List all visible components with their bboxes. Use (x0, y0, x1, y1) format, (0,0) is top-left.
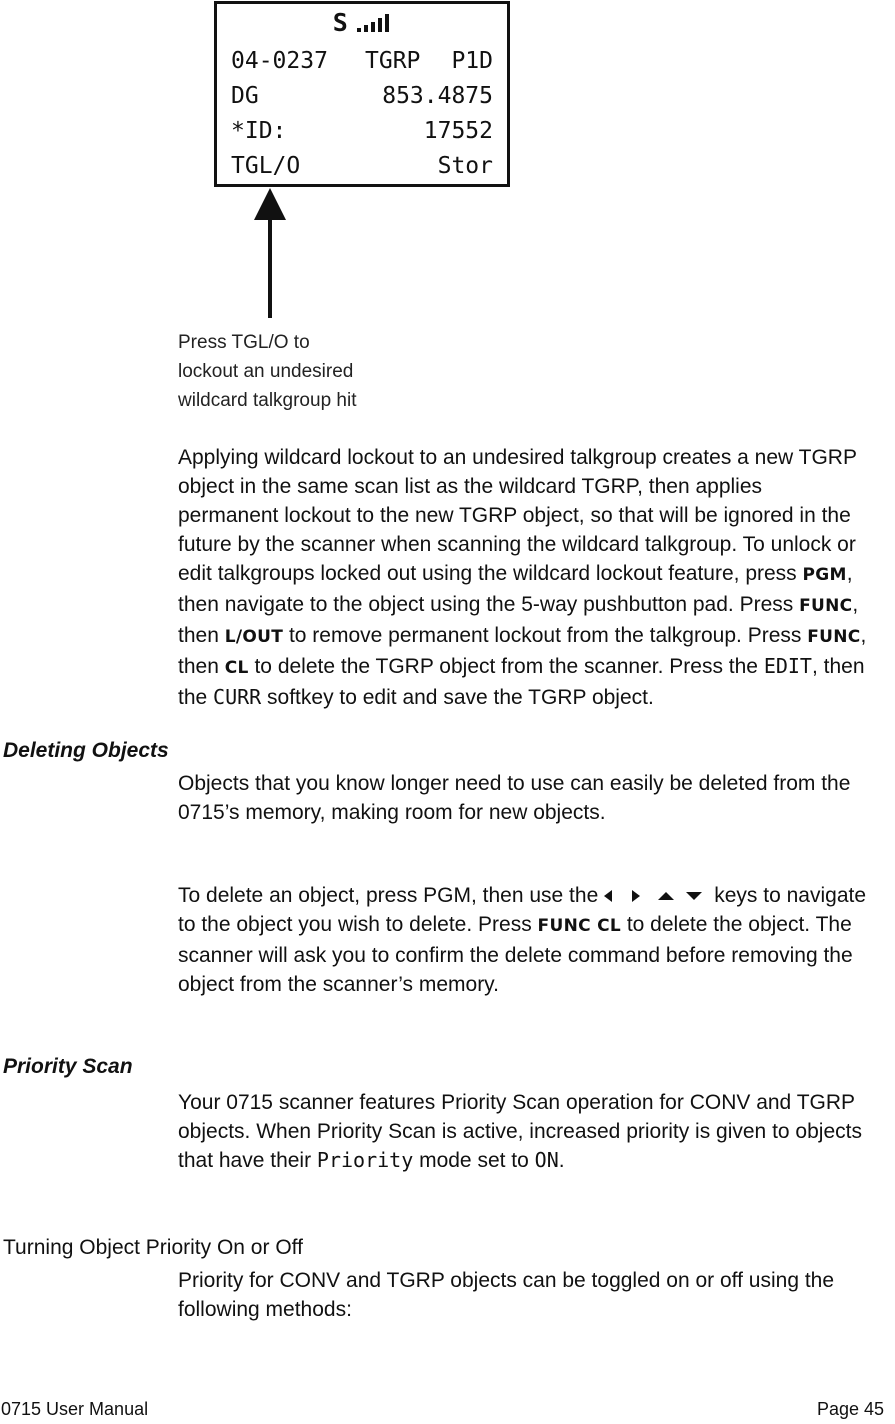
footer-manual-title: 0715 User Manual (1, 1399, 149, 1419)
callout-caption (178, 328, 418, 415)
lcd-priority-flag: P1D (451, 48, 493, 74)
softkey-on: ON (534, 1148, 559, 1172)
key-func: FUNC (799, 596, 853, 616)
callout-line: Press TGL/O to (178, 332, 310, 353)
footer-page-number: Page 45 (816, 1399, 884, 1419)
deleting-paragraph-2 (178, 881, 878, 999)
text-run: , then (178, 593, 859, 647)
text-run: To delete an object, press PGM, then use the (178, 884, 599, 907)
text-run: , then navigate to the object using the 5-way pushbutton pad. Press (178, 562, 853, 616)
nav-right-icon (632, 890, 640, 902)
softkey-priority: Priority (316, 1148, 414, 1172)
key-func: FUNC (807, 627, 861, 647)
lcd-line-4 (231, 151, 493, 181)
deleting-paragraph-1: Objects that you know longer need to use can easily be deleted from the 0715’s memory, making room for new objects. (178, 772, 851, 824)
wildcard-lockout-paragraph (178, 443, 868, 712)
softkey-curr: CURR (213, 685, 262, 709)
priority-paragraph (178, 1088, 892, 1175)
text-run: to delete the TGRP object from the scanner. Press the (248, 655, 764, 678)
nav-left-icon (604, 890, 612, 902)
navigation-keys-icon (602, 888, 710, 904)
text-run: . (558, 1149, 565, 1172)
key-pgm: PGM (802, 565, 847, 585)
text-run: Your 0715 scanner features Priority Scan operation for CONV and TGRP objects. When Priority Scan is active, increased priority is given to objects that have their (178, 1091, 862, 1172)
text-run: , then (178, 624, 867, 678)
key-lout: L/OUT (224, 627, 284, 647)
lcd-line-2 (231, 81, 493, 111)
signal-strength-icon (357, 14, 391, 32)
text-run: , then the (178, 655, 865, 709)
lcd-frequency: 853.4875 (382, 83, 493, 109)
nav-down-icon (686, 892, 702, 900)
lcd-object-number: 04-0237 (231, 48, 328, 74)
callout-line: wildcard talkgroup hit (178, 390, 357, 411)
callout-line: lockout an undesired (178, 361, 354, 382)
text-run: mode set to (413, 1149, 535, 1172)
text-run: softkey to edit and save the TGRP object. (261, 686, 654, 709)
turning-priority-paragraph: Priority for CONV and TGRP objects can be toggled on or off using the following methods: (178, 1269, 835, 1321)
section-heading-priority: Priority Scan (3, 1055, 133, 1078)
lcd-object-type: TGRP (365, 48, 421, 74)
lcd-line-3 (231, 116, 493, 146)
lcd-id-value: 17552 (423, 118, 493, 144)
text-run: to remove permanent lockout from the talkgroup. Press (283, 624, 808, 647)
lcd-softkey-stor: Stor (437, 153, 493, 179)
lcd-mode: DG (231, 83, 259, 109)
lcd-line-1 (231, 46, 493, 76)
arrow-up-icon (250, 186, 290, 320)
lcd-id-label: *ID: (231, 118, 287, 144)
lcd-status-row (217, 8, 507, 38)
section-heading-deleting: Deleting Objects (3, 739, 169, 762)
softkey-edit: EDIT (763, 654, 812, 678)
text-run: Applying wildcard lockout to an undesired talkgroup creates a new TGRP object in the same scan list as the wildcard TGRP, then applies permanent lockout to the new TGRP object, so that will be ignored in the future by the scanner when scanning the wildcard talkgroup. To unlock or edit talkgroups locked out using the wildcard lockout feature, press (178, 446, 857, 585)
key-func-cl: FUNC CL (537, 916, 621, 936)
nav-up-icon (658, 892, 674, 900)
subheading-turning-priority: Turning Object Priority On or Off (3, 1236, 303, 1259)
text-run: keys to navigate to the object you wish to delete. Press (178, 884, 867, 936)
lcd-display (214, 1, 510, 187)
lcd-softkey-tglo: TGL/O (231, 153, 301, 179)
text-run: to delete the object. The scanner will ask you to confirm the delete command before removing the object from the scanner’s memory. (178, 913, 853, 996)
key-cl: CL (224, 658, 249, 678)
lcd-indicator: S (332, 8, 348, 37)
